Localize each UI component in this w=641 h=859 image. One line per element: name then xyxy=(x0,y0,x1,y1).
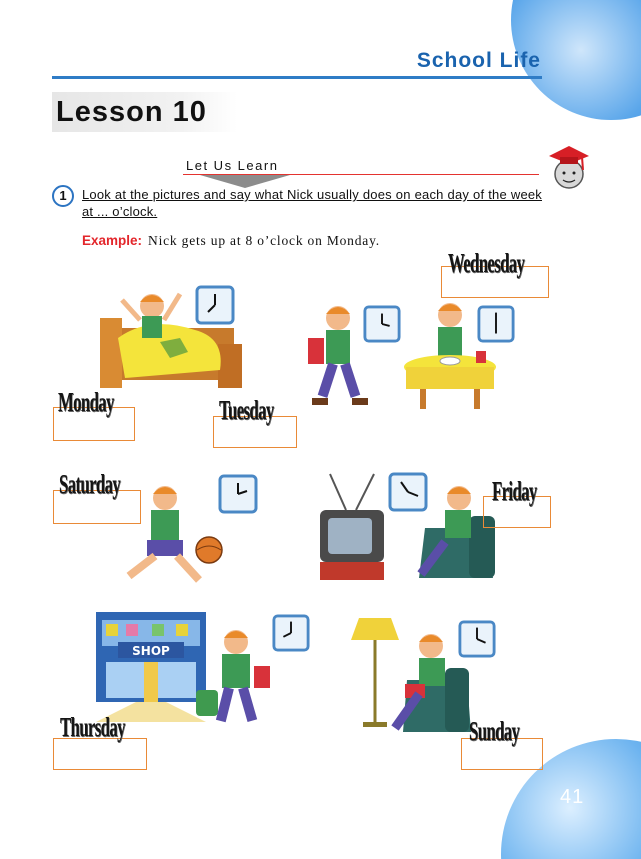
clock-icon xyxy=(195,285,235,325)
example-line xyxy=(82,233,380,249)
clock-icon xyxy=(272,614,310,652)
day-label-saturday: Saturday xyxy=(59,469,121,499)
shop-sign: SHOP xyxy=(132,644,170,658)
day-label-thursday: Thursday xyxy=(60,712,125,742)
day-label-friday: Friday xyxy=(492,476,537,506)
friday-armchair-illustration xyxy=(405,478,500,588)
day-label-tuesday: Tuesday xyxy=(219,395,274,425)
exercise-instruction: Look at the pictures and say what Nick usually does on each day of the week at ... o’clock. xyxy=(82,187,542,219)
clock-icon xyxy=(458,620,496,658)
tuesday-illustration xyxy=(300,300,370,415)
sunday-illustration xyxy=(345,618,475,738)
clock-icon xyxy=(218,474,258,514)
lesson-title: Lesson 10 xyxy=(56,96,207,128)
thursday-boy-illustration xyxy=(188,620,278,740)
friday-tv-illustration xyxy=(316,470,388,585)
section-title: School Life xyxy=(416,49,541,72)
example-label: Example: xyxy=(82,233,143,248)
day-label-sunday: Sunday xyxy=(469,716,520,746)
let-us-learn-label: Let Us Learn xyxy=(186,158,279,173)
graduation-cap-icon xyxy=(549,140,589,192)
clock-icon xyxy=(477,305,515,343)
clock-icon xyxy=(363,305,401,343)
exercise-number: 1 xyxy=(52,185,74,207)
page-number: 41 xyxy=(560,786,585,808)
header-rule xyxy=(52,76,542,79)
day-label-wednesday: Wednesday xyxy=(448,248,525,278)
example-sentence: Nick gets up at 8 o’clock on Monday. xyxy=(148,233,380,248)
day-label-monday: Monday xyxy=(58,387,114,417)
